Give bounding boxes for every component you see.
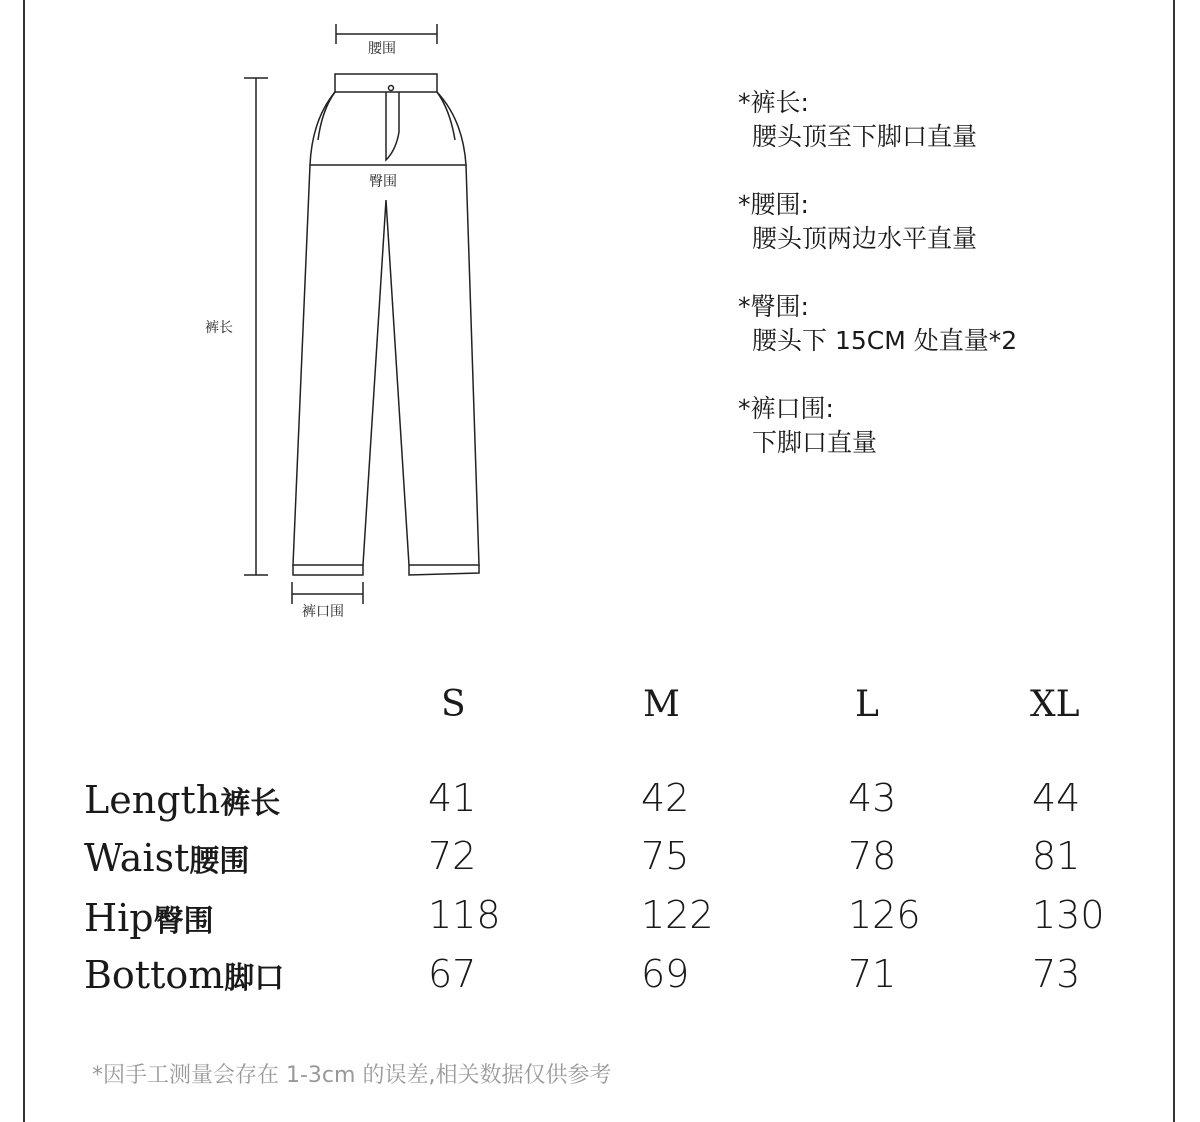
note-hip <box>738 290 1017 358</box>
bottom-xl: 73 <box>1032 952 1081 996</box>
row-label-cn: 臀围 <box>153 904 214 939</box>
note-desc: 腰头下 15CM 处直量*2 <box>752 326 1018 355</box>
note-title: *裤口围: <box>738 394 834 423</box>
note-hem <box>738 392 1017 460</box>
measurement-disclaimer: *因手工测量会存在 1-3cm 的误差,相关数据仅供参考 <box>92 1063 612 1088</box>
note-desc: 腰头顶至下脚口直量 <box>752 122 978 151</box>
row-label-en: Length <box>84 778 221 822</box>
hip-xl: 130 <box>1032 893 1105 937</box>
waist-s: 72 <box>428 834 477 878</box>
hip-l: 126 <box>848 893 921 937</box>
note-waist <box>738 188 1017 256</box>
row-label-cn: 裤长 <box>220 786 281 821</box>
waist-xl: 81 <box>1032 834 1081 878</box>
row-label-bottom <box>84 953 284 997</box>
row-label-cn: 腰围 <box>189 844 250 879</box>
hip-s: 118 <box>428 893 501 937</box>
length-l: 43 <box>848 776 897 820</box>
length-s: 41 <box>428 776 477 820</box>
pants-diagram <box>0 0 720 640</box>
row-label-hip <box>84 896 214 940</box>
hip-dimension-label: 臀围 <box>369 174 397 190</box>
row-label-en: Bottom <box>84 953 225 997</box>
measurement-notes <box>738 86 1017 494</box>
waist-m: 75 <box>641 834 690 878</box>
note-title: *臀围: <box>738 292 809 321</box>
size-header-m: M <box>643 684 680 725</box>
length-xl: 44 <box>1032 776 1081 820</box>
length-dimension-label: 裤长 <box>205 320 233 336</box>
note-desc: 下脚口直量 <box>752 428 878 457</box>
row-label-waist <box>84 836 249 880</box>
right-border <box>1173 0 1175 1122</box>
length-m: 42 <box>641 776 690 820</box>
size-header-s: S <box>441 684 466 725</box>
waist-l: 78 <box>848 834 897 878</box>
row-label-en: Hip <box>84 896 154 940</box>
waist-dimension-label: 腰围 <box>368 41 396 57</box>
bottom-m: 69 <box>641 952 690 996</box>
note-desc: 腰头顶两边水平直量 <box>752 224 978 253</box>
bottom-s: 67 <box>428 952 477 996</box>
note-title: *腰围: <box>738 190 809 219</box>
row-label-en: Waist <box>84 836 190 880</box>
hem-dimension-label: 裤口围 <box>302 604 344 620</box>
row-label-cn: 脚口 <box>224 961 285 996</box>
bottom-l: 71 <box>848 952 897 996</box>
size-header-l: L <box>855 684 879 725</box>
hip-m: 122 <box>641 893 714 937</box>
note-length <box>738 86 1017 154</box>
row-label-length <box>84 778 280 822</box>
note-title: *裤长: <box>738 88 809 117</box>
size-header-xl: XL <box>1030 684 1080 725</box>
